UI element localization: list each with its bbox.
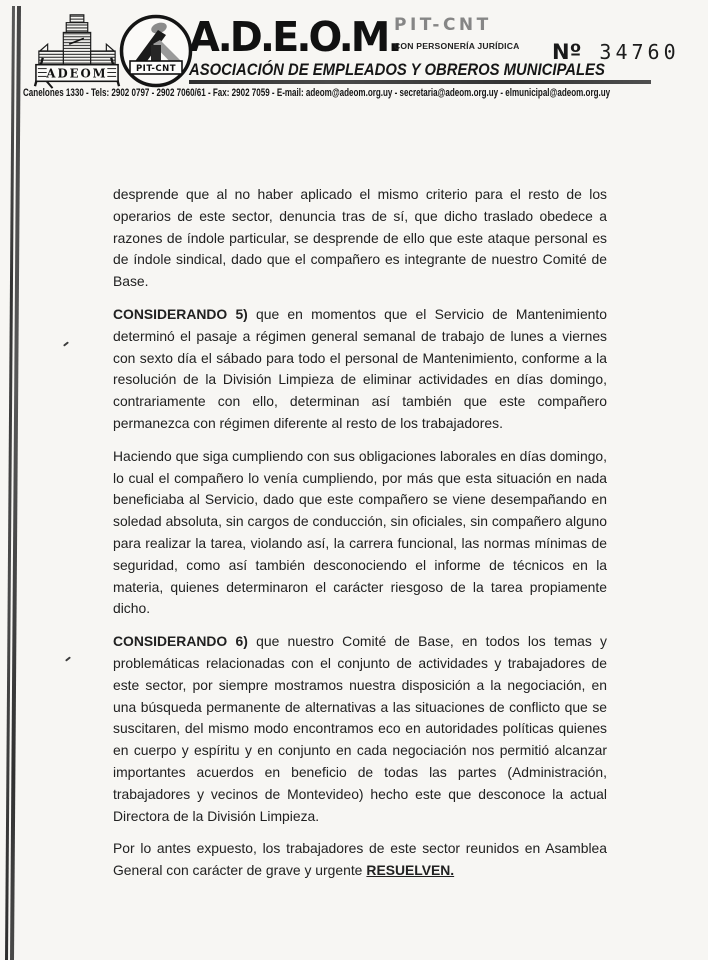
paragraph-lead: CONSIDERANDO 5) [113, 305, 248, 322]
document-number-label: Nº [552, 40, 582, 64]
paragraph [113, 304, 607, 435]
paragraph-text: que en momentos que el Servicio de Mantenimiento determinó el pasaje a régimen general semanal de trabajo de lunes a viernes con sexto día el sábado para todo el personal de Mantenimiento, conforme a la resolución de la División Limpieza de eliminar actividades en días domingo, contrariamente con ello, determinan así también que este compañero permanezca con régimen diferente al resto de los trabajadores. [113, 305, 607, 431]
paragraph [113, 184, 607, 293]
org-full-name: ASOCIACIÓN DE EMPLEADOS Y OBREROS MUNICIPALES [189, 61, 605, 79]
document-number [552, 40, 680, 64]
paragraph-lead: CONSIDERANDO 6) [113, 633, 248, 650]
margin-mark [63, 341, 69, 346]
paragraph-text: Por lo antes expuesto, los trabajadores de este sector reunidos en Asamblea General con carácter de grave y urgente [113, 840, 607, 879]
margin-mark [65, 656, 71, 661]
paragraph [113, 838, 607, 882]
paragraph-text: Haciendo que siga cumpliendo con sus obligaciones laborales en días domingo, lo cual el compañero lo venía cumpliendo, por más que esta situación en nada beneficiaba al Servicio, dado que este compañero se viene desempañando en soledad absoluta, sin cargos de conducción, sin oficiales, sin compañero alguno para realizar la tarea, violando así, la carrera funcional, las normas mínimas de seguridad, como así también desconociendo el informe de técnicos en la materia, quienes determinaron el carácter riesgoso de la tarea propiamente dicho. [113, 447, 607, 617]
scan-edge-artifact [0, 6, 34, 960]
adeom-building-logo [33, 11, 121, 91]
pit-cnt-emblem [117, 12, 195, 90]
letterhead [0, 0, 708, 110]
federation-name: PIT-CNT [394, 15, 492, 35]
contact-line: Canelones 1330 - Tels: 2902 0797 - 2902 7060/61 - Fax: 2902 7059 - E-mail: adeom@adeom.org.uy - secretaria@adeom.org.uy - elmunicipal@adeom.org.uy [23, 87, 611, 99]
paragraph-text: que nuestro Comité de Base, en todos los temas y problemáticas relacionadas con el conjunto de actividades y trabajadores de este sector, por siempre mostramos nuestra disposición a la negociación, en una búsqueda permanente de alternativas a las situaciones de conflicto que se suscitaren, del mismo modo encontramos eco en autoridades políticas quienes en cuerpo y espíritu y en conjunto en cada negociación nos permitió alcanzar importantes acuerdos en beneficio de todas las partes (Administración, trabajadores y vecinos de Montevideo) hecho este que desconoce la actual Directora de la División Limpieza. [113, 633, 607, 824]
paragraph [113, 446, 607, 620]
document-number-value: 34760 [599, 40, 680, 64]
org-acronym: A.D.E.O.M. [189, 13, 400, 61]
paragraph-text: desprende que al no haber aplicado el mismo criterio para el resto de los operarios de este sector, denuncia tras de sí, que dicho traslado obedece a razones de índole particular, se desprende de ello que este ataque personal es de índole sindical, dado que el compañero es integrante de nuestro Comité de Base. [113, 186, 607, 290]
paragraph [113, 631, 607, 827]
federation-block [394, 15, 564, 51]
adeom-banner-text: ADEOM [46, 66, 108, 81]
legal-status: CON PERSONERÍA JURÍDICA [394, 41, 520, 51]
letterhead-rule [189, 80, 651, 84]
resolution-keyword: RESUELVEN. [366, 862, 455, 879]
pit-cnt-emblem-text: PIT-CNT [135, 64, 177, 74]
document-body [113, 184, 607, 893]
